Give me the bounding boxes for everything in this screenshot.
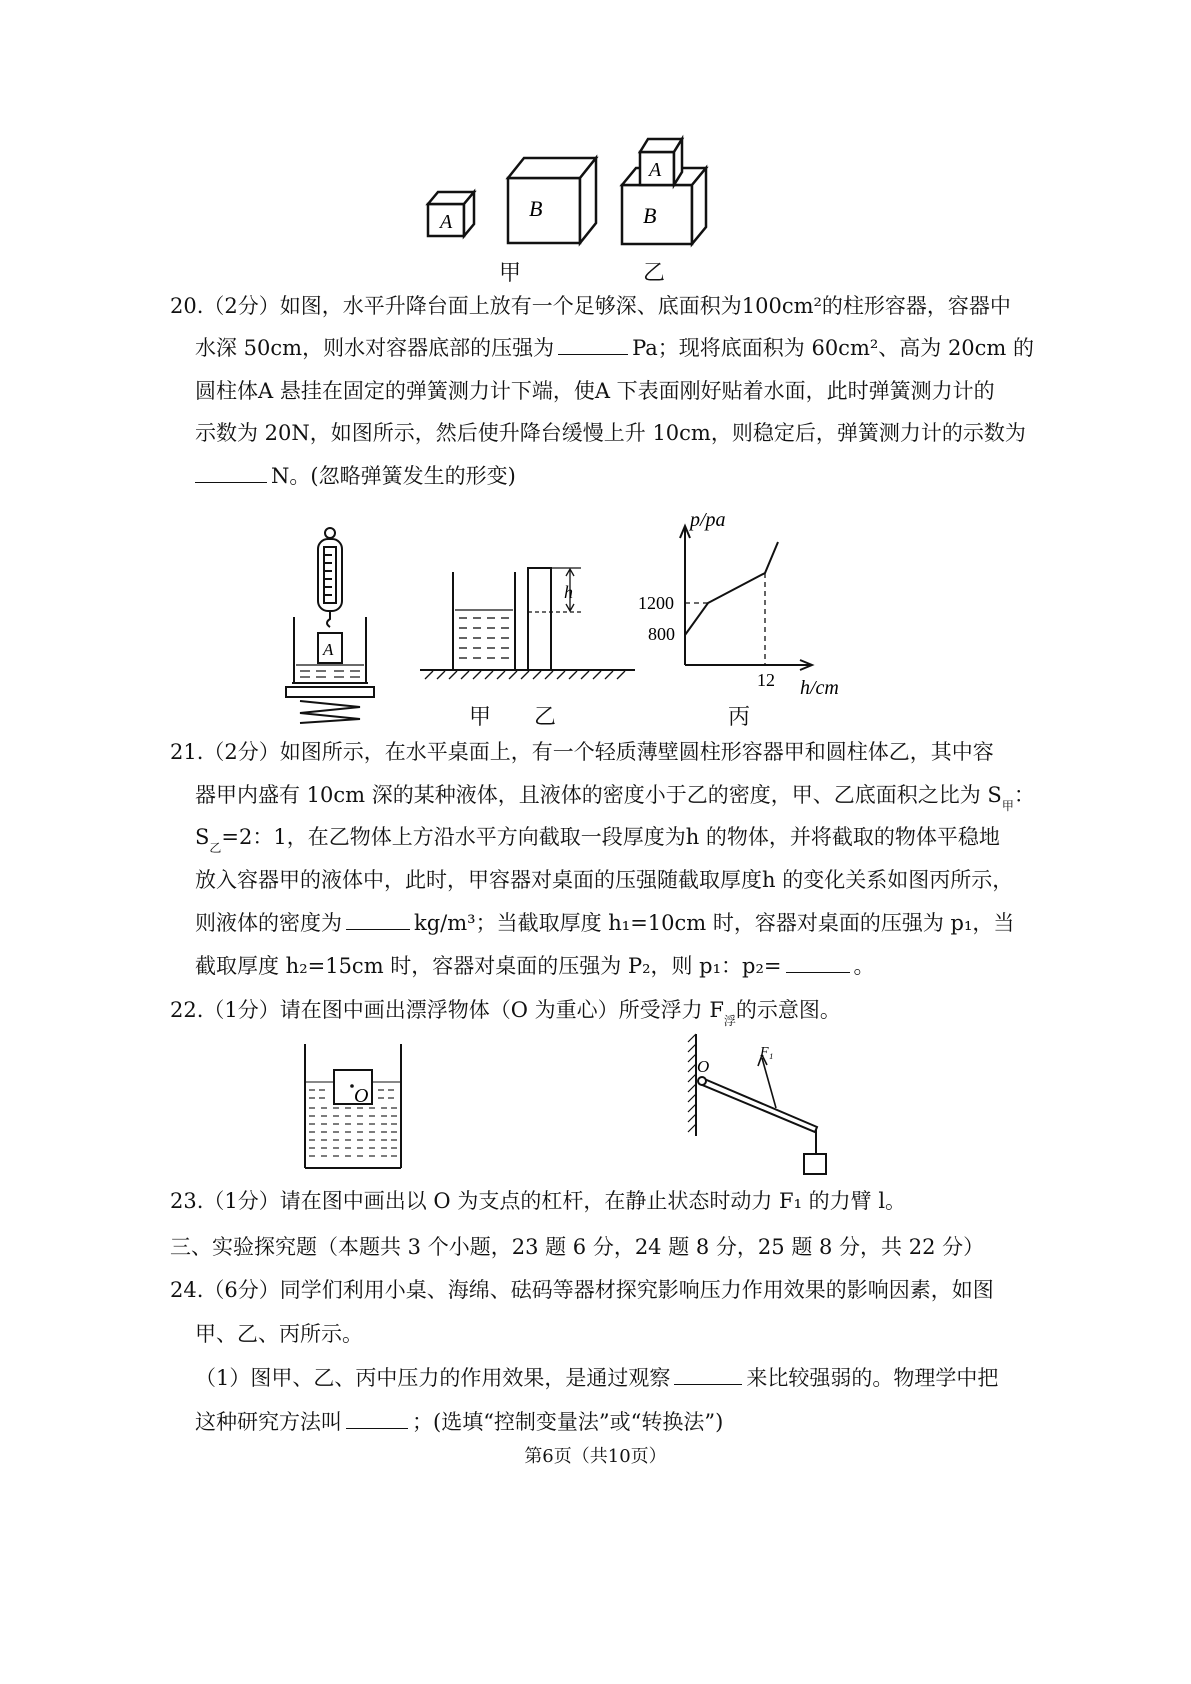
q21-blank-2 — [786, 952, 850, 973]
q21-line-5b: kg/m³；当截取厚度 h₁=10cm 时，容器对桌面的压强为 p₁，当 — [414, 911, 1015, 935]
q21-line-6 — [195, 952, 875, 980]
figure-floating-object — [300, 1042, 410, 1174]
q21-sub-jia: 甲 — [1001, 799, 1014, 813]
figure-pressure-graph — [630, 500, 860, 700]
q24-blank-2 — [346, 1408, 408, 1429]
box-a-label-stack: A — [649, 159, 662, 181]
pivot-o: O — [697, 1057, 710, 1076]
force-f1: F₁ — [760, 1045, 774, 1060]
figure-lever — [680, 1032, 850, 1180]
q21-line-3a: S — [195, 825, 210, 849]
fig21-caption-yi: 乙 — [534, 705, 557, 730]
fig21-caption-bing: 丙 — [728, 705, 751, 730]
q21-blank-1 — [346, 909, 410, 930]
q21-line-2 — [195, 781, 1035, 812]
q21-line-6b: 。 — [853, 954, 875, 978]
q24-part-2b: ；(选填“控制变量法”或“转换法”) — [412, 1410, 724, 1434]
q24-part-2a: 这种研究方法叫 — [195, 1410, 342, 1434]
box-a-label: A — [440, 211, 453, 233]
q24-line-1: 24.（6分）同学们利用小桌、海绵、砝码等器材探究影响压力作用效果的影响因素，如图 — [170, 1278, 994, 1302]
q23-line-1: 23.（1分）请在图中画出以 O 为支点的杠杆，在静止状态时动力 F₁ 的力臂 l。 — [170, 1189, 907, 1213]
fig19-caption-jia: 甲 — [499, 261, 522, 286]
q20-line-5-text: N。(忽略弹簧发生的形变) — [271, 464, 516, 488]
q20-line-5 — [195, 462, 516, 490]
q21-line-1: 21.（2分）如图所示，在水平桌面上，有一个轻质薄壁圆柱形容器甲和圆柱体乙，其中容 — [170, 740, 994, 764]
q21-line-4: 放入容器甲的液体中，此时，甲容器对桌面的压强随截取厚度h 的变化关系如图丙所示， — [195, 868, 1014, 892]
figure-spring-scale — [280, 525, 380, 725]
q21-line-5 — [195, 909, 1014, 937]
tick-1200: 1200 — [638, 593, 674, 613]
q21-line-5a: 则液体的密度为 — [195, 911, 342, 935]
fig21-caption-jia: 甲 — [469, 705, 492, 730]
q24-line-2: 甲、乙、丙所示。 — [195, 1322, 363, 1346]
q24-part-2 — [195, 1408, 723, 1436]
q22-sub-fu: 浮 — [723, 1014, 736, 1028]
q22-line-1a: 22.（1分）请在图中画出漂浮物体（O 为重心）所受浮力 F — [170, 998, 724, 1022]
q24-part-1b: 来比较强弱的。物理学中把 — [746, 1366, 999, 1390]
q21-line-2b: ： — [1013, 783, 1035, 807]
y-axis-label: p/pa — [690, 509, 726, 531]
fig19-caption-yi: 乙 — [643, 261, 666, 286]
page-footer: 第6页（共10页） — [524, 1446, 667, 1467]
q20-blank-2 — [195, 462, 267, 483]
gravity-center-o: O — [354, 1085, 369, 1107]
box-b-label: B — [529, 196, 543, 221]
q20-line-1: 20.（2分）如图，水平升降台面上放有一个足够深、底面积为100cm²的柱形容器，容器中 — [170, 294, 1011, 318]
q20-blank-1 — [558, 334, 628, 355]
figure-boxes — [400, 130, 740, 290]
q21-line-2a: 器甲内盛有 10cm 深的某种液体，且液体的密度小于乙的密度，甲、乙底面积之比为 S — [195, 783, 1002, 807]
x-axis-label: h/cm — [800, 677, 839, 699]
q21-sub-yi: 乙 — [209, 841, 222, 855]
cylinder-a-label: A — [323, 640, 334, 659]
q21-line-3 — [195, 823, 1000, 854]
tick-12: 12 — [757, 670, 775, 690]
q24-part-1a: （1）图甲、乙、丙中压力的作用效果，是通过观察 — [195, 1366, 671, 1390]
box-b-label-stack: B — [643, 203, 657, 228]
tick-800: 800 — [648, 624, 675, 644]
figure-containers — [415, 560, 640, 685]
q21-line-6a: 截取厚度 h₂=15cm 时，容器对桌面的压强为 P₂，则 p₁：p₂= — [195, 954, 782, 978]
h-label: h — [564, 582, 573, 602]
graph-line — [685, 542, 778, 635]
section-3-title: 三、实验探究题（本题共 3 个小题，23 题 6 分，24 题 8 分，25 题 8 分，共 22 分） — [170, 1235, 985, 1259]
q20-line-3: 圆柱体A 悬挂在固定的弹簧测力计下端，使A 下表面刚好贴着水面，此时弹簧测力计的 — [195, 379, 995, 403]
q24-blank-1 — [674, 1364, 742, 1385]
q21-line-3b: =2：1，在乙物体上方沿水平方向截取一段厚度为h 的物体，并将截取的物体平稳地 — [221, 825, 1000, 849]
q20-line-2a: 水深 50cm，则水对容器底部的压强为 — [195, 336, 555, 360]
q20-line-2 — [195, 334, 1034, 362]
q24-part-1 — [195, 1364, 998, 1392]
q22-line-1b: 的示意图。 — [735, 998, 841, 1022]
q22-line-1 — [170, 996, 841, 1027]
q20-line-2b: Pa；现将底面积为 60cm²、高为 20cm 的 — [632, 336, 1035, 360]
q20-line-4: 示数为 20N，如图所示，然后使升降台缓慢上升 10cm，则稳定后，弹簧测力计的示数为 — [195, 421, 1026, 445]
